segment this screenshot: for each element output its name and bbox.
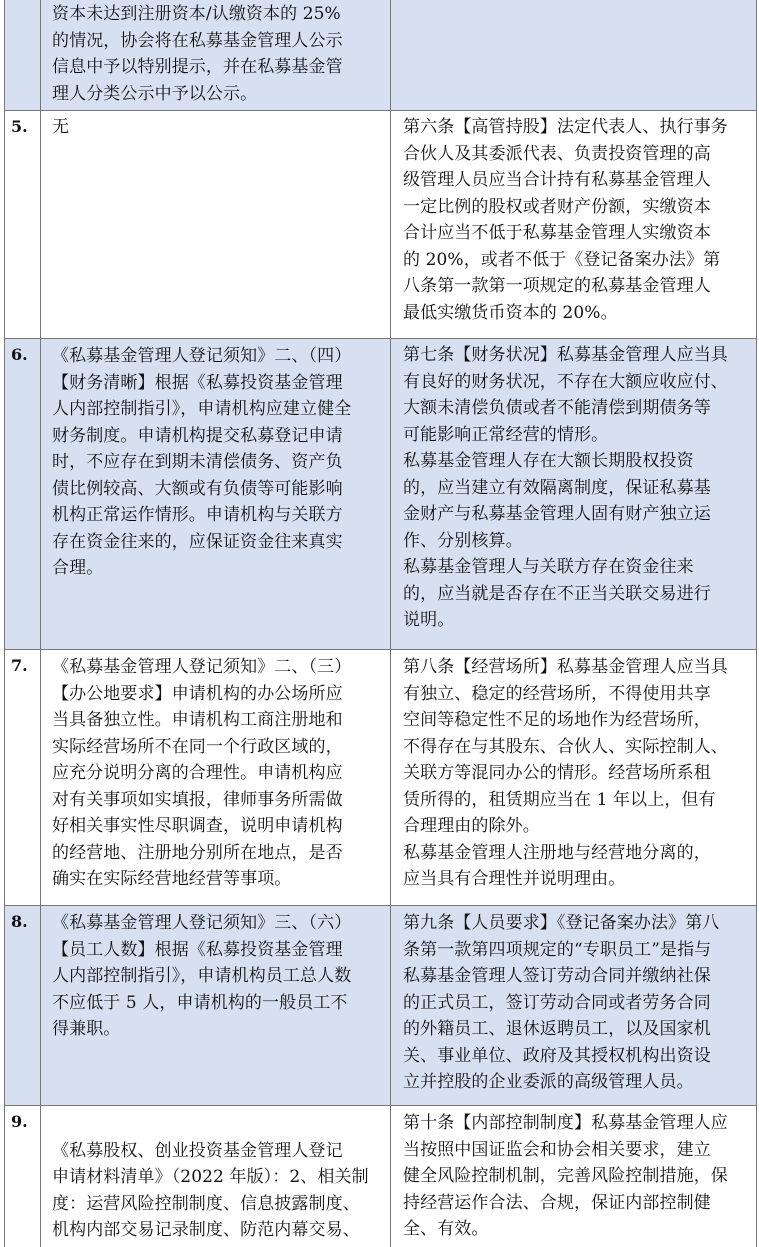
- text-line: [52, 1111, 369, 1138]
- new-rule-cell: [391, 0, 756, 110]
- text-line: 度：运营风险控制制度、信息披露制度、: [52, 1193, 360, 1214]
- text-line: 立并控股的企业委派的高级管理人员。: [403, 1072, 694, 1092]
- old-rule-cell: [41, 650, 391, 905]
- table-row: [5, 0, 756, 111]
- new-rule-cell: [391, 1106, 756, 1247]
- text-line: 第九条【人员要求】《登记备案办法》第八: [403, 913, 720, 933]
- text-line: 合理理由的除外。: [403, 816, 540, 836]
- row-number: 8.: [11, 912, 28, 931]
- text-line: 全、有效。: [403, 1219, 489, 1239]
- text-line: 好相关事实性尽职调查，说明申请机构: [52, 816, 343, 836]
- text-line: 的外籍员工、退休返聘员工，以及国家机: [403, 1019, 711, 1039]
- text-line: 合理。: [52, 558, 104, 578]
- row-number: 9.: [11, 1112, 28, 1131]
- text-line: 不得存在与其股东、合伙人、实际控制人、: [403, 736, 728, 757]
- text-line: 财务制度。申请机构提交私募登记申请: [52, 425, 343, 446]
- text-line: 【员工人数】根据《私募投资基金管理: [52, 939, 343, 960]
- text-line: 有独立、稳定的经营场所，不得使用共享: [403, 683, 711, 704]
- text-line: 健全风险控制机制，完善风险控制措施，保: [403, 1166, 728, 1186]
- text-line: 《私募基金管理人登记须知》二、（四）: [52, 346, 352, 366]
- text-line: 的，应当就是否存在不正当关联交易进行: [403, 583, 711, 604]
- text-line: 当具备独立性。申请机构工商注册地和: [52, 710, 343, 730]
- row-number: 7.: [11, 656, 28, 675]
- text-line: 《私募基金管理人登记须知》二、（三）: [52, 657, 352, 677]
- table-row: [5, 111, 756, 339]
- old-rule-cell: [41, 1106, 391, 1247]
- text-line: 级管理人员应当合计持有私募基金管理人: [403, 170, 711, 190]
- text-line: 的，应当建立有效隔离制度，保证私募基: [403, 477, 711, 498]
- text-line: 的正式员工，签订劳动合同或者劳务合同: [403, 992, 711, 1013]
- text-line: 《私募基金管理人登记须知》三、（六）: [52, 913, 352, 933]
- row-number-cell: [5, 0, 41, 110]
- table-row: [5, 650, 756, 906]
- row-number-cell: [5, 1106, 41, 1247]
- new-rule-cell: [391, 650, 756, 905]
- text-line: 合伙人及其委派代表、负责投资管理的高: [403, 143, 711, 164]
- table-row: [5, 1106, 756, 1247]
- text-line: 可能影响正常经营的情形。: [403, 424, 609, 445]
- row-number-cell: [5, 650, 41, 905]
- old-rule-cell: [41, 111, 391, 338]
- text-line: 关、事业单位、政府及其授权机构出资设: [403, 1045, 711, 1066]
- table-row: [5, 339, 756, 650]
- new-rule-cell: [391, 339, 756, 649]
- text-line: 有良好的财务状况，不存在大额应收应付、: [403, 371, 728, 392]
- text-line: 的 20%，或者不低于《登记备案办法》第: [403, 249, 721, 270]
- row-number-cell: [5, 906, 41, 1105]
- text-line: 关联方等混同办公的情形。经营场所系租: [403, 763, 711, 783]
- text-line: 理人分类公示中予以公示。: [52, 83, 258, 104]
- text-line: 条第一款第四项规定的“专职员工”是指与: [403, 939, 712, 960]
- text-line: 应充分说明分离的合理性。申请机构应: [52, 763, 343, 783]
- text-line: 申请材料清单》（2022 年版）：2、相关制: [52, 1167, 369, 1187]
- text-line: 合计应当不低于私募基金管理人实缴资本: [403, 223, 711, 243]
- text-line: 不应低于 5 人，申请机构的一般员工不: [52, 992, 348, 1013]
- text-line: 第八条【经营场所】私募基金管理人应当具: [403, 657, 728, 677]
- text-line: 一定比例的股权或者财产份额，实缴资本: [403, 196, 711, 217]
- text-line: 私募基金管理人与关联方存在资金往来: [403, 557, 694, 577]
- text-line: 【办公地要求】申请机构的办公场所应: [52, 683, 343, 704]
- row-number: 5.: [11, 117, 28, 136]
- text-line: 实际经营场所不在同一个行政区域的，: [52, 736, 343, 757]
- text-line: 第六条【高管持股】法定代表人、执行事务: [403, 117, 728, 137]
- row-number-cell: [5, 339, 41, 649]
- text-line: 信息中予以特别提示，并在私募基金管: [52, 57, 343, 77]
- text-line: 债比例较高、大额或有负债等可能影响: [52, 478, 343, 499]
- text-line: 持经营运作合法、合规，保证内部控制健: [403, 1192, 711, 1213]
- text-line: 私募基金管理人注册地与经营地分离的，: [403, 842, 711, 863]
- text-line: 金财产与私募基金管理人固有财产独立运: [403, 504, 711, 524]
- text-line: 八条第一款第一项规定的私募基金管理人: [403, 276, 711, 296]
- text-line: 机构内部交易记录制度、防范内幕交易、: [52, 1220, 360, 1240]
- text-line: 第十条【内部控制制度】私募基金管理人应: [403, 1113, 728, 1133]
- text-line: 私募基金管理人存在大额长期股权投资: [403, 451, 694, 471]
- text-line: 的经营地、注册地分别所在地点，是否: [52, 842, 343, 863]
- text-line: 机构正常运作情形。申请机构与关联方: [52, 505, 343, 525]
- text-line: 的情况，协会将在私募基金管理人公示: [52, 30, 343, 51]
- new-rule-cell: [391, 906, 756, 1105]
- new-rule-cell: [391, 111, 756, 338]
- text-line: 《私募股权、创业投资基金管理人登记: [52, 1140, 343, 1161]
- text-line: 说明。: [403, 610, 455, 630]
- text-line: 确实在实际经营地经营等事项。: [52, 869, 292, 889]
- text-line: 最低实缴货币资本的 20%。: [403, 302, 618, 323]
- old-rule-cell: [41, 906, 391, 1105]
- text-line: 第七条【财务状况】私募基金管理人应当具: [403, 345, 728, 365]
- text-line: 私募基金管理人签订劳动合同并缴纳社保: [403, 966, 711, 986]
- text-line: 空间等稳定性不足的场地作为经营场所，: [403, 710, 711, 730]
- text-line: 时，不应存在到期未清偿债务、资产负: [52, 452, 343, 472]
- text-line: 无: [52, 117, 70, 137]
- text-line: 【财务清晰】根据《私募投资基金管理: [52, 372, 343, 393]
- old-rule-cell: [41, 339, 391, 649]
- text-line: 人内部控制指引》，申请机构员工总人数: [52, 966, 352, 986]
- text-line: 资本未达到注册资本/认缴资本的 25%: [52, 4, 341, 24]
- text-line: 得兼职。: [52, 1019, 121, 1039]
- text-line: 存在资金往来的，应保证资金往来真实: [52, 531, 343, 552]
- text-line: 对有关事项如实填报，律师事务所需做: [52, 789, 343, 810]
- row-number-cell: [5, 111, 41, 338]
- text-line: 当按照中国证监会和协会相关要求，建立: [403, 1139, 711, 1160]
- text-line: 人内部控制指引》，申请机构应建立健全: [52, 399, 352, 419]
- text-line: 应当具有合理性并说明理由。: [403, 869, 626, 889]
- row-number: 6.: [11, 345, 28, 364]
- text-line: 赁所得的，租赁期应当在 1 年以上，但有: [403, 789, 716, 810]
- old-rule-cell: [41, 0, 391, 110]
- table-row: [5, 906, 756, 1106]
- comparison-table: [4, 0, 757, 1247]
- text-line: 作、分别核算。: [403, 530, 523, 551]
- text-line: 大额未清偿负债或者不能清偿到期债务等: [403, 398, 711, 418]
